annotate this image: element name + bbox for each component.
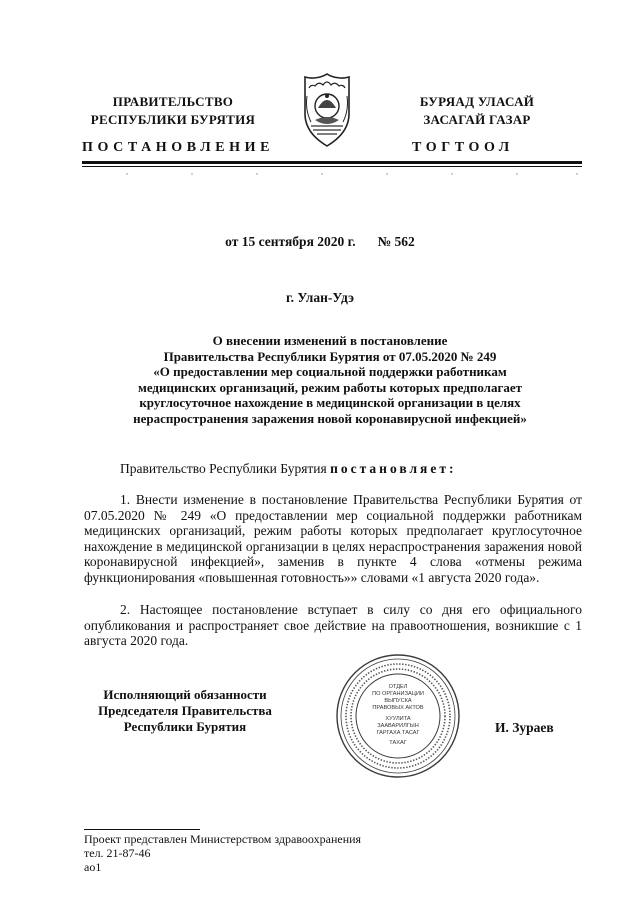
seal-inner-line: ВЫПУСКА [384,698,412,704]
title-line: круглосуточное нахождение в медицинской организации в целях [139,395,521,410]
republic-emblem-icon [297,70,357,150]
header-divider-thick [82,161,582,164]
doc-type-left: ПОСТАНОВЛЕНИЕ [82,140,275,155]
preamble-verb: постановляет: [330,461,457,476]
city: г. Улан-Удэ [286,290,354,305]
footer-line: тел. 21-87-46 [84,846,151,860]
seal-inner-line: ПО ОРГАНИЗАЦИИ [372,691,424,697]
title-line: О внесении изменений в постановление [212,333,448,348]
signatory-line: Председателя Правительства [98,703,272,718]
header-right-title [372,93,582,129]
header-left-line1: ПРАВИТЕЛЬСТВО [112,94,234,109]
official-seal-icon [334,652,462,780]
seal-inner-line: ОТДЕЛ [388,684,408,690]
signatory-position [75,687,295,735]
preamble-text: Правительство Республики Бурятия [120,461,327,476]
header-divider-thin [82,166,582,167]
header-left-line2: РЕСПУБЛИКИ БУРЯТИЯ [90,112,256,127]
title-line: медицинских организаций, режим работы которых предполагает [137,379,523,395]
header-divider-dots [82,171,582,177]
paragraph-1: 1. Внести изменение в постановление Правительства Республики Бурятия от 07.05.2020 № 249 «О предоставлении мер социальной поддержки работникам медицинских организаций, режим работы которых предполагает круглосуточное нахождение в медицинской организации в целях нераспространения заражения новой коронавирусной инфекцией», заменив в пункте 4 слова «отмены режима функционирования «повышенная готовность»» словами «1 августа 2020 года». [84,492,582,585]
date-number-line [0,234,640,250]
header-right-line2: ЗАСАГАЙ ГАЗАР [423,112,531,127]
seal-inner-line: ЗААВАРИЛГЫН [377,723,419,729]
document-date: от 15 сентября 2020 г. [225,234,356,249]
title-line: «О предоставлении мер социальной поддержки работникам [153,364,507,379]
signatory-line: Республики Бурятия [123,719,247,734]
signatory-line: Исполняющий обязанности [103,687,267,702]
signatory-name: И. Зураев [495,720,554,735]
document-number: № 562 [377,234,415,249]
seal-inner-line: ГАРГАХА ТАСАГ [376,730,420,736]
seal-inner-line: ТАХАГ [389,740,407,746]
preamble [84,461,582,477]
title-line: Правительства Республики Бурятия от 07.05.2020 № 249 [163,348,497,364]
paragraph-2: 2. Настоящее постановление вступает в силу со дня его официального опубликования и распространяет свое действие на правоотношения, возникшие с 1 августа 2020 года. [84,602,582,648]
footer-line: Проект представлен Министерством здравоохранения [84,832,362,846]
footer-note [84,832,361,874]
header-right-line1: БУРЯАД УЛАСАЙ [419,94,535,109]
document-title [80,333,580,426]
seal-inner-line: ХУУЛИТА [385,716,411,722]
seal-inner-line: ПРАВОВЫХ АКТОВ [372,705,424,711]
footer-divider [84,829,200,830]
doc-type-right: ТОГТООЛ [412,140,514,155]
header-left-title [68,93,278,129]
footer-line: ао1 [84,860,102,874]
title-line: нераспространения заражения новой коронавирусной инфекцией» [133,410,527,426]
